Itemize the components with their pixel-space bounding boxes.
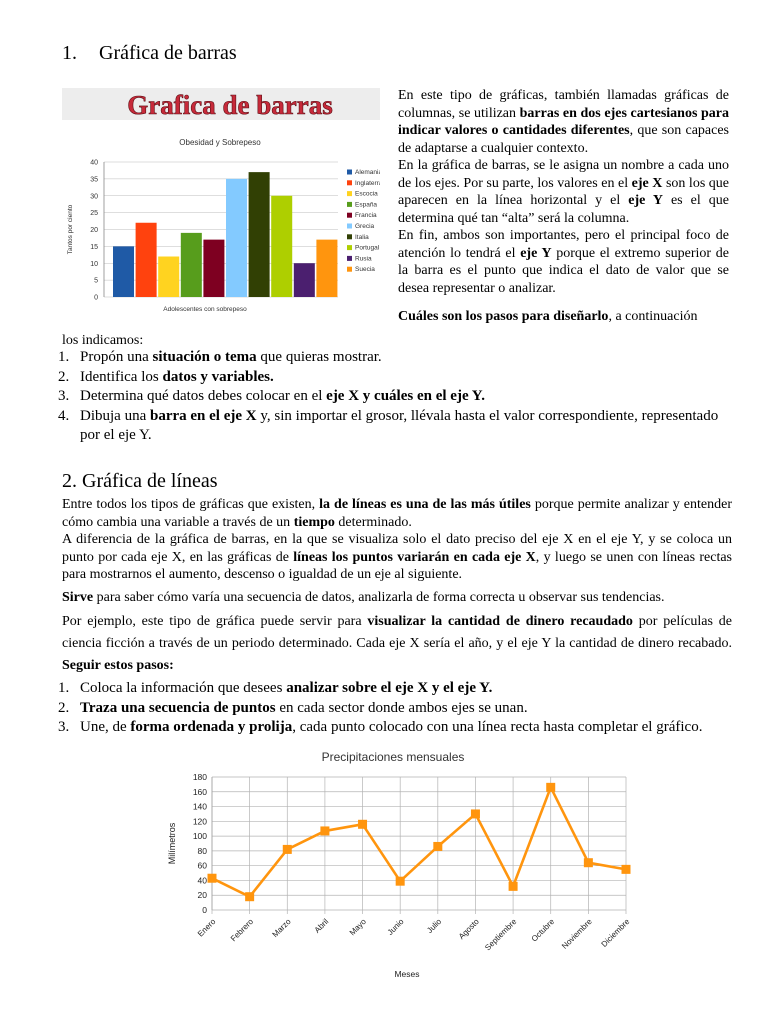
- list-item: 4. Dibuja una barra en el eje X y, sin importar el grosor, llévala hasta el valor correspondiente, representado por el eje Y.: [58, 407, 719, 443]
- legend-label: Grecia: [355, 223, 375, 230]
- bar-chart-y-tick-label: 0: [94, 294, 98, 302]
- bold-text: Seguir estos pasos:: [62, 658, 174, 673]
- list-item: 3. Determina qué datos debes colocar en el eje X y cuáles en el eje Y.: [58, 387, 730, 407]
- legend-swatch: [347, 224, 352, 229]
- bold-text: analizar sobre el eje X y el eje Y.: [286, 680, 493, 696]
- line-chart-point: [358, 820, 367, 829]
- line-chart-x-tick-label: Noviembre: [560, 917, 594, 951]
- list-item-number: 1.: [58, 349, 70, 365]
- line-chart-x-label: Meses: [394, 969, 420, 979]
- line-chart-x-tick-label: Mayo: [347, 917, 368, 938]
- legend-swatch: [347, 202, 352, 207]
- legend-label: Portugal: [355, 244, 380, 252]
- bar-españa: [181, 233, 202, 297]
- bold-text: eje X y cuáles en el eje Y.: [326, 388, 485, 404]
- line-chart-y-tick-label: 20: [197, 890, 207, 901]
- bar-suecia: [316, 240, 337, 297]
- legend-swatch: [347, 245, 352, 250]
- bold-text: eje Y: [520, 245, 552, 261]
- line-chart-point: [208, 874, 217, 883]
- section2-heading: [62, 470, 217, 493]
- list-item: 2. Traza una secuencia de puntos en cada sector donde ambos ejes se unan.: [58, 699, 730, 719]
- legend-label: Francia: [355, 212, 377, 220]
- bold-text: tiempo: [293, 514, 335, 530]
- section1-p2: En la gráfica de barras, se le asigna un nombre a cada uno de los ejes. Por su parte, los valores en el eje X son los que aparecen en la línea horizontal y el eje Y es el que determina qué tan “alta” será la columna.: [398, 158, 730, 226]
- bar-chart-y-tick-label: 25: [90, 210, 98, 218]
- line-chart-point: [245, 892, 254, 901]
- bold-text: datos y variables.: [162, 368, 274, 385]
- line-chart-x-tick-label: Junio: [385, 917, 406, 937]
- bar-chart-x-label: Adolescentes con sobrepeso: [163, 306, 247, 313]
- line-chart-y-tick-label: 80: [197, 845, 207, 856]
- bar-grecia: [226, 179, 247, 297]
- line-chart-x-tick-label: Agosto: [456, 917, 481, 942]
- legend-label: España: [355, 201, 378, 209]
- list-item-number: 3.: [58, 388, 70, 404]
- bar-chart-y-tick-label: 10: [90, 260, 98, 268]
- bold-text: la de líneas es una de las más útiles: [319, 497, 531, 512]
- line-chart-x-tick-label: Abril: [312, 917, 331, 935]
- bar-chart-y-label: Tantos por ciento: [67, 204, 74, 255]
- section2-text: [62, 496, 732, 677]
- section2-steps: [58, 679, 730, 738]
- section2-title: 2. Gráfica de líneas: [62, 470, 218, 492]
- bold-text: barra en el eje X: [149, 407, 257, 424]
- section2-p2: A diferencia de la gráfica de barras, en la que se visualiza solo el dato preciso del eje X en el eje Y, y se coloca un punto por cada eje X, en las gráficas de líneas los puntos variarán en cada eje X, y luego se unen con líneas rectas para mostrarnos el aumento, descenso o igualdad de un eje al siguiente.: [62, 532, 732, 582]
- bar-chart-y-tick-label: 15: [90, 243, 98, 251]
- legend-label: Italia: [355, 233, 369, 241]
- legend-swatch: [347, 256, 352, 261]
- list-item: 2. Identifica los datos y variables.: [58, 368, 730, 388]
- bar-chart: [62, 88, 380, 320]
- line-chart-x-tick-label: Enero: [195, 917, 218, 939]
- bar-chart-figure: [62, 88, 380, 320]
- bold-text: Sirve: [62, 589, 94, 605]
- line-chart-point: [283, 845, 292, 854]
- bar-chart-y-tick-label: 35: [90, 176, 98, 184]
- line-chart-x-tick-label: Diciembre: [599, 917, 632, 949]
- section1-p4-line1: Cuáles son los pasos para diseñarlo, a continuación: [398, 309, 698, 324]
- bar-chart-y-tick-label: 40: [90, 159, 98, 167]
- bar-chart-y-tick-label: 20: [90, 227, 98, 234]
- line-chart-point: [584, 858, 593, 867]
- list-item: 1. Coloca la información que desees analizar sobre el eje X y el eje Y.: [58, 679, 730, 699]
- line-chart-point: [546, 783, 555, 792]
- bar-escocia: [158, 257, 179, 298]
- list-item: 3. Une, de forma ordenada y prolija, cada punto colocado con una línea recta hasta completar el gráfico.: [58, 718, 730, 738]
- bold-text: situación o tema: [152, 349, 257, 365]
- legend-swatch: [347, 213, 352, 218]
- section1-p1: En este tipo de gráficas, también llamadas gráficas de columnas, se utilizan barras en dos ejes cartesianos para indicar valores o cantidades diferentes, que son capaces de adaptarse a cualquier contexto.: [398, 88, 729, 156]
- legend-label: Alemania: [355, 169, 380, 176]
- line-chart-y-tick-label: 140: [192, 801, 207, 812]
- bold-text: barras en dos ejes cartesianos para indicar valores o cantidades diferentes: [398, 105, 729, 138]
- section1-p4-line2: los indicamos:: [62, 333, 144, 348]
- list-item: 1. Propón una situación o tema que quieras mostrar.: [58, 348, 730, 368]
- line-chart-y-tick-label: 160: [192, 786, 207, 797]
- line-chart-point: [320, 826, 329, 835]
- legend-swatch: [347, 191, 352, 196]
- line-chart-y-tick-label: 100: [192, 831, 207, 842]
- bold-text: líneas los puntos variarán en cada eje X: [293, 549, 536, 565]
- bar-portugal: [271, 196, 292, 297]
- line-chart-x-tick-label: Marzo: [270, 917, 293, 940]
- section1-title: Gráfica de barras: [99, 42, 237, 64]
- legend-swatch: [347, 170, 352, 175]
- line-chart-point: [622, 865, 631, 874]
- line-chart-x-tick-label: Febrero: [228, 917, 256, 944]
- bold-text: forma ordenada y prolija: [130, 719, 293, 735]
- bar-chart-y-tick-label: 30: [90, 193, 98, 201]
- legend-label: Rusia: [355, 255, 372, 263]
- list-item-number: 3.: [58, 719, 70, 735]
- line-chart-y-tick-label: 180: [192, 772, 207, 782]
- section2-p1: Entre todos los tipos de gráficas que existen, la de líneas es una de las más útiles porque permite analizar y entender cómo cambia una variable a través de un tiempo determinado.: [62, 497, 732, 530]
- bar-italia: [249, 172, 270, 297]
- legend-label: Inglaterra: [355, 179, 380, 187]
- line-chart-y-label: Milímetros: [167, 822, 177, 865]
- line-chart-y-tick-label: 60: [197, 860, 207, 871]
- bar-inglaterra: [136, 223, 157, 297]
- list-item-number: 1.: [58, 680, 70, 696]
- section1-text: [398, 87, 729, 297]
- line-chart-x-tick-label: Octubre: [529, 917, 557, 944]
- legend-swatch: [347, 234, 352, 239]
- section2-p4: Por ejemplo, este tipo de gráfica puede servir para visualizar la cantidad de dinero recaudado por películas de ciencia ficción a través de un periodo determinado. Cada eje X sería el año, y el eje Y la cantidad de dinero recabado. Seguir estos pasos:: [62, 614, 732, 673]
- bar-alemania: [113, 246, 134, 297]
- bold-text: Traza una secuencia de puntos: [80, 699, 276, 716]
- legend-swatch: [347, 180, 352, 185]
- bar-rusia: [294, 263, 315, 297]
- line-chart-y-tick-label: 0: [202, 905, 207, 915]
- line-chart: [160, 745, 640, 985]
- list-item-number: 4.: [58, 407, 70, 424]
- bar-chart-banner: Grafica de barras: [127, 90, 333, 120]
- bar-chart-y-tick-label: 5: [94, 277, 98, 285]
- line-chart-point: [433, 842, 442, 851]
- section2-p3: Sirve para saber cómo varía una secuencia de datos, analizarla de forma correcta u observar sus tendencias.: [62, 589, 665, 605]
- bold-text: Cuáles son los pasos para diseñarlo: [398, 309, 609, 324]
- section1-number: 1.: [62, 42, 77, 64]
- bold-text: visualizar la cantidad de dinero recaudado: [367, 614, 633, 629]
- line-chart-y-tick-label: 120: [192, 816, 207, 827]
- list-item-number: 2.: [58, 368, 70, 385]
- line-chart-point: [509, 882, 518, 891]
- bold-text: eje Y: [628, 193, 663, 208]
- list-item-number: 2.: [58, 699, 70, 716]
- line-chart-y-tick-label: 40: [197, 875, 207, 886]
- line-chart-title: Precipitaciones mensuales: [321, 750, 465, 764]
- legend-label: Escocia: [355, 190, 378, 198]
- bold-text: eje X: [631, 175, 663, 191]
- bar-chart-title: Obesidad y Sobrepeso: [179, 138, 261, 147]
- legend-label: Suecia: [355, 266, 375, 274]
- line-chart-figure: [160, 745, 640, 985]
- bar-francia: [203, 240, 224, 297]
- line-chart-point: [396, 877, 405, 886]
- section1-steps: [58, 348, 730, 446]
- section1-heading: [62, 42, 237, 65]
- legend-swatch: [347, 267, 352, 272]
- section1-p3: En fin, ambos son importantes, pero el principal foco de atención lo tendrá el eje Y porque el extremo superior de la barra es el punto que indica el dato de valor que se desea representar o analizar.: [398, 228, 729, 296]
- line-chart-x-tick-label: Septiembre: [483, 917, 519, 953]
- line-chart-point: [471, 809, 480, 818]
- line-chart-x-tick-label: Julio: [425, 917, 444, 936]
